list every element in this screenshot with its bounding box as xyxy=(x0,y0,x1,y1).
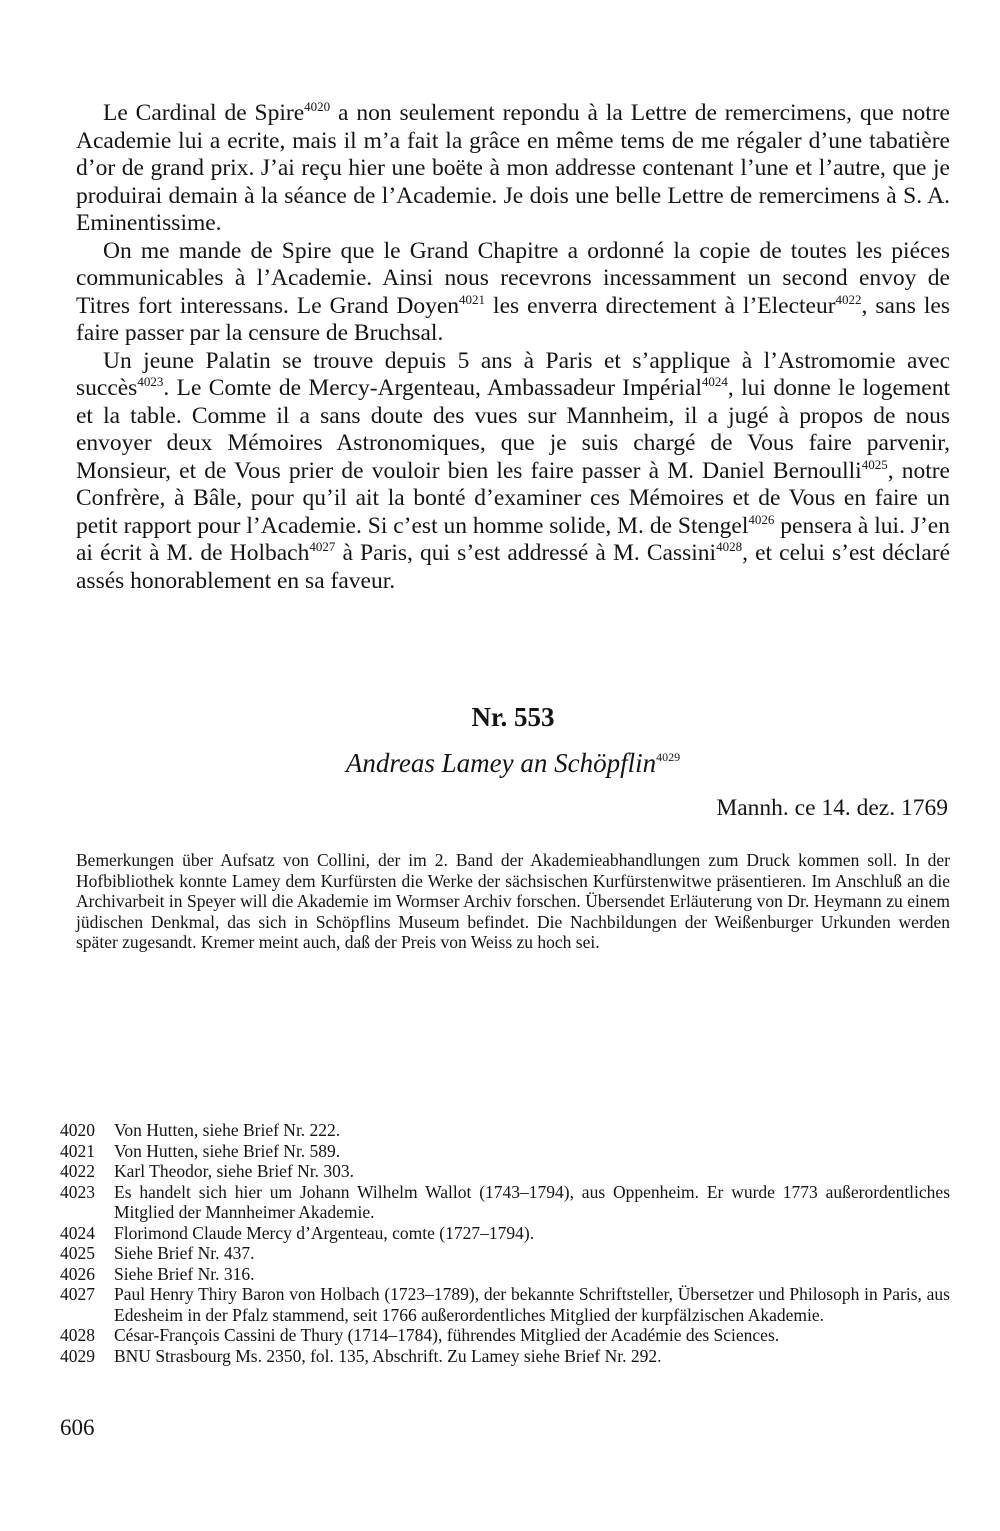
footnote-text: Es handelt sich hier um Johann Wilhelm Wallot (1743–1794), aus Oppenheim. Er wurde 1773 außerordentliches Mitglied der Mannheimer Akademie. xyxy=(114,1181,950,1222)
paragraph-text: pensera à lui. J’en ai écrit à M. de Holbach xyxy=(76,512,950,566)
footnote-text: Siehe Brief Nr. 437. xyxy=(114,1243,255,1263)
footnote xyxy=(60,1264,950,1285)
paragraph-text: On me mande de Spire que le Grand Chapitre a ordonné la copie de toutes les piéces communicables à l’Academie. Ainsi nous recevrons incessamment un second envoy de Titres fort interessans. Le Grand Doyen xyxy=(76,237,950,319)
footnote-number: 4029 xyxy=(60,1345,95,1366)
footnote xyxy=(60,1243,950,1264)
letter-title-text: Andreas Lamey an Schöpflin xyxy=(345,748,657,778)
footnote-text: Siehe Brief Nr. 316. xyxy=(114,1263,255,1284)
footnote-text: Von Hutten, siehe Brief Nr. 222. xyxy=(114,1120,341,1140)
letter-dateline: Mannh. ce 14. dez. 1769 xyxy=(716,795,948,821)
footnote-text: Paul Henry Thiry Baron von Holbach (1723–1789), der bekannte Schriftsteller, Übersetzer und Philosoph in Paris, aus Edesheim in der Pfalz stammend, seit 1766 außerordentliches Mitglied der kurpfälzischen Akademie. xyxy=(114,1284,950,1325)
body-paragraph xyxy=(76,100,950,238)
footnotes xyxy=(60,1120,950,1366)
footnote-number: 4027 xyxy=(60,1284,95,1304)
footnote-number: 4020 xyxy=(60,1120,95,1140)
letter-number-heading: Nr. 553 xyxy=(471,702,555,732)
footnote xyxy=(60,1141,950,1162)
paragraph-text: . Le Comte de Mercy-Argenteau, Ambassadeur Impérial xyxy=(163,375,702,401)
footnote-number: 4025 xyxy=(60,1243,95,1263)
footnote-number: 4023 xyxy=(60,1181,95,1202)
footnote-text: BNU Strasbourg Ms. 2350, fol. 135, Abschrift. Zu Lamey siehe Brief Nr. 292. xyxy=(114,1345,662,1366)
letter-summary: Bemerkungen über Aufsatz von Collini, der im 2. Band der Akademieabhandlungen zum Druck kommen soll. In der Hofbibliothek konnte Lamey dem Kurfürsten die Werke der sächsischen Kurfürstenwitwe präsentieren. Im Anschluß an die Archivarbeit in Speyer will die Akademie im Wormser Archiv forschen. Übersendet Erläuterung von Dr. Heymann zu einem jüdischen Denkmal, das sich in Schöpflins Museum befindet. Die Nachbildungen der Weißenburger Urkunden werden später zugesandt. Kremer meint auch, daß der Preis von Weiss zu hoch sei. xyxy=(76,850,950,953)
footnote-number: 4028 xyxy=(60,1325,95,1345)
footnote-number: 4021 xyxy=(60,1140,95,1161)
footnote-text: Florimond Claude Mercy d’Argenteau, comte (1727–1794). xyxy=(114,1222,535,1243)
footnote xyxy=(60,1284,950,1325)
footnote-ref: 4028 xyxy=(716,539,743,554)
footnote-ref: 4026 xyxy=(748,511,775,527)
paragraph-text: Un jeune Palatin se trouve depuis 5 ans à Paris et s’applique à l’Astromomie avec succès xyxy=(76,347,950,401)
footnote xyxy=(60,1182,950,1223)
footnote xyxy=(60,1120,950,1141)
footnote-ref: 4021 xyxy=(459,291,486,307)
paragraph-text: , lui donne le logement et la table. Comme il a sans doute des vues sur Mannheim, il a jugé à propos de nous envoyer deux Mémoires Astronomiques, que je suis chargé de Vous faire parvenir, Monsieur, et de Vous prier de vouloir bien les faire passer à M. Daniel Bernoulli xyxy=(76,375,950,484)
footnote-number: 4024 xyxy=(60,1222,95,1243)
footnote-number: 4022 xyxy=(60,1161,95,1181)
paragraph-text: les enverra directement à l’Electeur xyxy=(485,292,836,319)
paragraph-text: a non seulement repondu à la Lettre de remercimens, que notre Academie lui a ecrite, mais il m’a fait la grâce en même tems de me régaler d’une tabatière d’or de grand prix. J’ai reçu hier une boëte à mon addresse contenant l’une et l’autre, que je produirai demain à la séance de l’Academie. Je dois une belle Lettre de remercimens à S. A. Eminentissime. xyxy=(76,100,950,236)
paragraph-text: , sans les faire passer par la censure de Bruchsal. xyxy=(76,292,950,346)
footnote-number: 4026 xyxy=(60,1263,95,1284)
letter-body xyxy=(76,100,950,595)
footnote-text: Von Hutten, siehe Brief Nr. 589. xyxy=(114,1140,341,1161)
footnote-text: César-François Cassini de Thury (1714–1784), führendes Mitglied der Académie des Sciences. xyxy=(114,1325,780,1345)
paragraph-text: à Paris, qui s’est addressé à M. Cassini xyxy=(335,540,717,566)
letter-title xyxy=(76,748,950,779)
footnote xyxy=(60,1161,950,1182)
footnote-text: Karl Theodor, siehe Brief Nr. 303. xyxy=(114,1161,355,1181)
footnote-ref: 4025 xyxy=(861,456,888,472)
paragraph-text: , notre Confrère, à Bâle, pour qu’il ait la bonté d’examiner ces Mémoires et de Vous en faire un petit rapport pour l’Academie. Si c’est un homme solide, M. de Stengel xyxy=(76,457,950,539)
paragraph-text: Le Cardinal de Spire xyxy=(103,100,305,126)
footnote-ref: 4027 xyxy=(309,539,336,554)
body-paragraph xyxy=(76,238,950,348)
body-paragraph xyxy=(76,348,950,596)
footnote xyxy=(60,1223,950,1244)
paragraph-text: , et celui s’est déclaré assés honorablement en sa faveur. xyxy=(76,540,951,594)
footnote-ref: 4022 xyxy=(835,291,862,307)
footnote-ref: 4024 xyxy=(701,374,728,389)
footnote xyxy=(60,1325,950,1346)
footnote-ref: 4023 xyxy=(137,374,164,389)
page-number: 606 xyxy=(60,1415,95,1440)
footnote-ref: 4020 xyxy=(304,99,331,114)
letter-title-footnote-ref: 4029 xyxy=(656,750,681,764)
footnote xyxy=(60,1346,950,1367)
